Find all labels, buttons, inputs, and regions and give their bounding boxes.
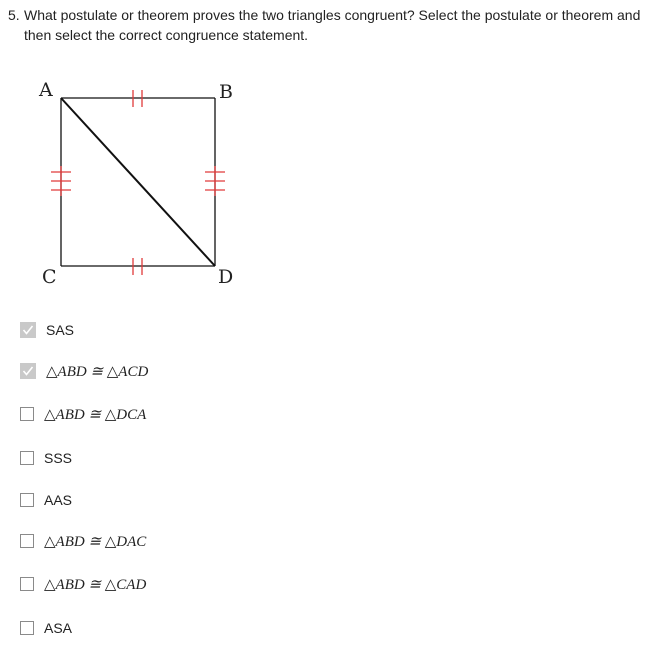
checkbox[interactable]: [20, 407, 34, 421]
geometry-figure: [0, 0, 656, 300]
option-label: △ABD ≅ △DCA: [44, 406, 147, 423]
vertex-label-b: B: [219, 81, 233, 103]
checkbox[interactable]: [20, 621, 34, 635]
question-number: 5.: [8, 7, 20, 23]
option-asa[interactable]: [20, 616, 72, 640]
option-label: ASA: [44, 620, 73, 636]
checkbox[interactable]: [20, 534, 34, 548]
tick-marks-bd: [205, 166, 225, 196]
option-label: △ABD ≅ △DAC: [44, 533, 147, 550]
option-abd-cad[interactable]: [20, 572, 146, 596]
question-text: What postulate or theorem proves the two triangles congruent? Select the postulate or theorem and then select the correct congruence statement.: [24, 7, 641, 43]
option-label: △ABD ≅ △CAD: [44, 576, 147, 593]
option-abd-dac[interactable]: [20, 529, 146, 553]
vertex-label-d: D: [218, 266, 234, 288]
option-abd-acd[interactable]: [20, 359, 148, 383]
option-aas[interactable]: [20, 488, 72, 512]
segment-ad-diagonal: [61, 98, 215, 266]
checkbox[interactable]: [20, 493, 34, 507]
checkbox[interactable]: [20, 363, 36, 379]
tick-marks-ac: [51, 166, 71, 196]
option-label: SSS: [44, 450, 73, 466]
checkbox[interactable]: [20, 451, 34, 465]
vertex-label-a: A: [39, 79, 53, 101]
option-sas[interactable]: [20, 318, 74, 342]
option-label: SAS: [46, 322, 75, 338]
option-abd-dca[interactable]: [20, 402, 146, 426]
option-sss[interactable]: [20, 446, 72, 470]
checkmark-icon: [22, 324, 34, 336]
checkbox[interactable]: [20, 577, 34, 591]
option-label: AAS: [44, 492, 73, 508]
option-label: △ABD ≅ △ACD: [46, 363, 149, 380]
checkbox[interactable]: [20, 322, 36, 338]
vertex-label-c: C: [42, 266, 57, 288]
checkmark-icon: [22, 365, 34, 377]
